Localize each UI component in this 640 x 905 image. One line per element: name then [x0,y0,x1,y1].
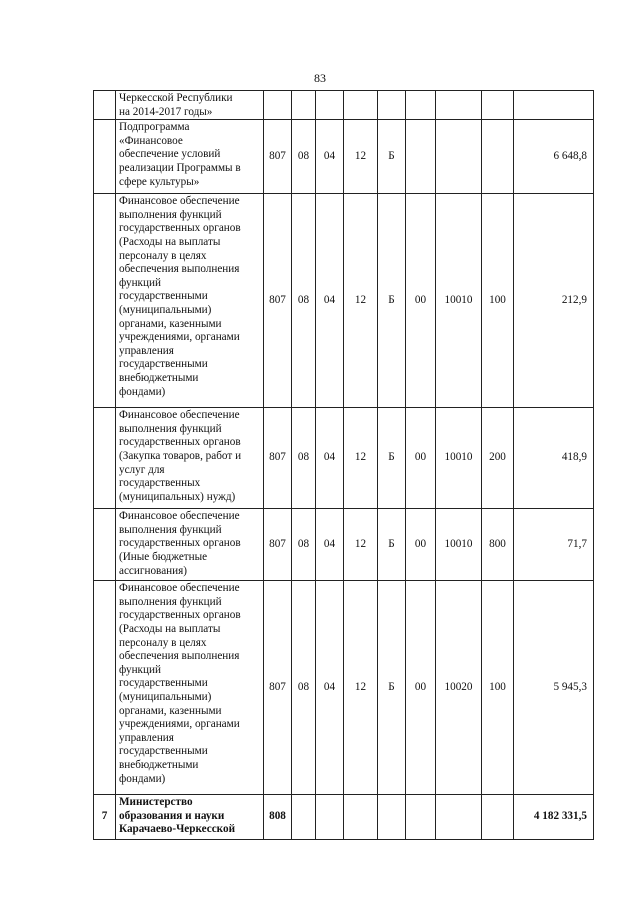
expense-code-cell: 10010 [436,408,482,509]
expense-code-cell: 10010 [436,509,482,581]
table-row [94,91,594,120]
item-name-line: учреждениями, органами [119,718,240,731]
item-name-line: персоналу в целях [119,249,207,262]
subsection-code-cell [316,795,344,840]
item-name-line: (муниципальными) [119,303,212,316]
item-name-line: государственных [119,477,201,490]
subprogram-code-cell [378,91,406,120]
item-name-line: (Расходы на выплаты [119,622,221,635]
item-name-cell [116,408,264,509]
direction-code-cell [406,120,436,194]
program-code-cell [344,795,378,840]
ministry-code-cell: 807 [264,120,292,194]
subprogram-code-cell: Б [378,194,406,408]
table-row [94,194,594,408]
item-name-line: государственных органов [119,537,241,550]
item-name-cell [116,91,264,120]
item-name-line: Карачаево-Черкесской [119,823,236,836]
item-name-line: на 2014-2017 годы» [119,105,213,118]
item-name-line: Черкесской Республики [119,92,233,104]
item-name-line: государственными [119,745,208,758]
subprogram-code-cell [378,795,406,840]
subprogram-code-cell: Б [378,509,406,581]
item-name-line: государственными [119,358,208,371]
item-name-cell [116,194,264,408]
table-row [94,509,594,581]
direction-code-cell: 00 [406,509,436,581]
item-name-line: обеспечения выполнения [119,263,240,276]
amount-cell [514,91,594,120]
row-number-cell [94,120,116,194]
program-code-cell: 12 [344,120,378,194]
row-number-cell [94,91,116,120]
subprogram-code-cell: Б [378,408,406,509]
item-name-line: (Закупка товаров, работ и [119,449,242,462]
item-name-line: Финансовое обеспечение [119,510,240,523]
item-name-line: Финансовое обеспечение [119,195,240,208]
item-name-line: обеспечение условий [119,148,221,161]
item-name-line: выполнения функций [119,595,222,608]
ministry-code-cell: 807 [264,509,292,581]
item-name-cell [116,581,264,795]
item-name-line: государственными [119,290,208,303]
direction-code-cell [406,795,436,840]
amount-cell: 4 182 331,5 [514,795,594,840]
item-name-line: услуг для [119,463,165,476]
item-name-line: Финансовое обеспечение [119,582,240,595]
ministry-code-cell [264,91,292,120]
subprogram-code-cell: Б [378,581,406,795]
amount-cell: 418,9 [514,408,594,509]
table-row [94,795,594,840]
item-name-line: учреждениями, органами [119,331,240,344]
expense-code-cell: 10020 [436,581,482,795]
ministry-code-cell: 807 [264,408,292,509]
row-number-cell [94,408,116,509]
item-name-line: образования и науки [119,809,225,822]
section-code-cell: 08 [292,509,316,581]
item-name-line: функций [119,663,161,676]
expense-code-cell [436,91,482,120]
program-code-cell: 12 [344,509,378,581]
table-row [94,581,594,795]
program-code-cell: 12 [344,408,378,509]
ministry-code-cell: 807 [264,581,292,795]
page-number: 83 [314,71,326,85]
direction-code-cell: 00 [406,194,436,408]
program-code-cell: 12 [344,194,378,408]
section-code-cell [292,91,316,120]
direction-code-cell [406,91,436,120]
subsection-code-cell: 04 [316,581,344,795]
program-code-cell: 12 [344,581,378,795]
item-name-line: государственных органов [119,436,241,449]
item-name-cell [116,509,264,581]
item-name-line: (муниципальными) [119,690,212,703]
table-body [94,91,594,840]
section-code-cell: 08 [292,408,316,509]
item-name-line: внебюджетными [119,758,199,771]
item-name-line: реализации Программы в [119,161,241,174]
item-name-line: Финансовое обеспечение [119,409,240,422]
section-code-cell: 08 [292,120,316,194]
row-number-cell [94,509,116,581]
subsection-code-cell: 04 [316,408,344,509]
amount-cell: 71,7 [514,509,594,581]
item-name-line: (Расходы на выплаты [119,235,221,248]
item-name-line: ассигнования) [119,564,187,577]
item-name-line: обеспечения выполнения [119,650,240,663]
item-name-line: органами, казенными [119,317,222,330]
subsection-code-cell [316,91,344,120]
section-code-cell [292,795,316,840]
table-row [94,408,594,509]
type-code-cell [482,120,514,194]
type-code-cell [482,91,514,120]
direction-code-cell: 00 [406,408,436,509]
item-name-line: управления [119,731,174,744]
item-name-line: государственных органов [119,609,241,622]
subsection-code-cell: 04 [316,194,344,408]
budget-table [93,90,594,840]
item-name-line: (муниципальных) нужд) [119,490,236,503]
item-name-cell [116,795,264,840]
item-name-line: «Финансовое [119,134,183,147]
direction-code-cell: 00 [406,581,436,795]
expense-code-cell: 10010 [436,194,482,408]
type-code-cell: 100 [482,581,514,795]
row-number-cell [94,194,116,408]
item-name-line: государственными [119,677,208,690]
row-number-cell: 7 [94,795,116,840]
table-row [94,120,594,194]
item-name-line: персоналу в целях [119,636,207,649]
section-code-cell: 08 [292,581,316,795]
ministry-code-cell: 807 [264,194,292,408]
expense-code-cell [436,120,482,194]
amount-cell: 5 945,3 [514,581,594,795]
item-name-line: выполнения функций [119,208,222,221]
ministry-code-cell: 808 [264,795,292,840]
subprogram-code-cell: Б [378,120,406,194]
program-code-cell [344,91,378,120]
amount-cell: 212,9 [514,194,594,408]
item-name-line: (Иные бюджетные [119,550,208,563]
expense-code-cell [436,795,482,840]
item-name-line: государственных органов [119,222,241,235]
item-name-line: выполнения функций [119,422,222,435]
item-name-line: Министерство [119,796,193,809]
item-name-line: фондами) [119,772,166,785]
subsection-code-cell: 04 [316,509,344,581]
item-name-line: выполнения функций [119,523,222,536]
type-code-cell [482,795,514,840]
type-code-cell: 200 [482,408,514,509]
item-name-line: фондами) [119,385,166,398]
item-name-line: Подпрограмма [119,121,190,134]
item-name-cell [116,120,264,194]
item-name-line: органами, казенными [119,704,222,717]
item-name-line: сфере культуры» [119,175,200,188]
item-name-line: управления [119,344,174,357]
type-code-cell: 800 [482,509,514,581]
subsection-code-cell: 04 [316,120,344,194]
item-name-line: внебюджетными [119,371,199,384]
section-code-cell: 08 [292,194,316,408]
amount-cell: 6 648,8 [514,120,594,194]
row-number-cell [94,581,116,795]
type-code-cell: 100 [482,194,514,408]
item-name-line: функций [119,276,161,289]
